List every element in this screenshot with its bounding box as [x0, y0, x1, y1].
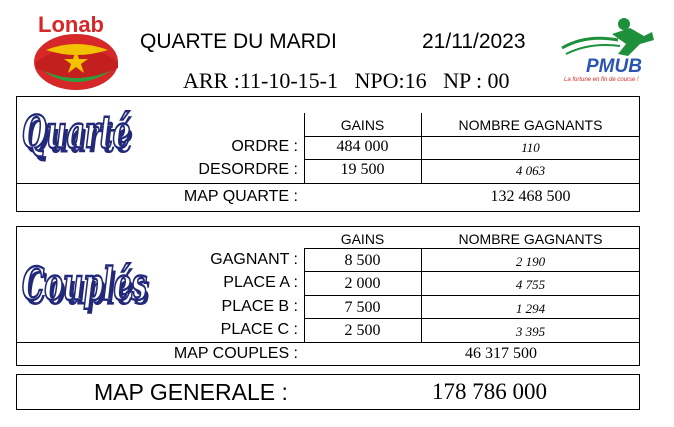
- couples-row-gains: 2 000: [344, 275, 381, 292]
- couples-row-label: PLACE B :: [221, 298, 298, 315]
- quarte-row-label: DESORDRE :: [198, 161, 298, 178]
- quarte-col-winners: NOMBRE GAGNANTS: [458, 117, 603, 133]
- couples-col-gains: GAINS: [340, 231, 385, 247]
- couples-row-winners: 1 294: [515, 301, 546, 316]
- couples-row-gains: 2 500: [344, 322, 381, 339]
- quarte-row-gains: 484 000: [336, 138, 389, 155]
- couples-row-label: PLACE A :: [223, 274, 298, 291]
- map-quarte-label: MAP QUARTE :: [183, 188, 298, 205]
- quarte-row-winners: 110: [521, 140, 540, 155]
- map-couples-label: MAP COUPLES :: [173, 345, 298, 362]
- couples-row-winners: 4 755: [515, 277, 546, 292]
- page-title: QUARTE DU MARDI: [140, 30, 337, 53]
- arrival-combination: ARR :11-10-15-1: [183, 68, 339, 93]
- couples-col-winners: NOMBRE GAGNANTS: [458, 231, 603, 247]
- lonab-logo-text: Lonab: [38, 12, 104, 37]
- map-generale-value: 178 786 000: [432, 379, 547, 404]
- pmub-tagline: La fortune en fin de course !: [564, 77, 639, 83]
- couples-row-winners: 3 395: [515, 324, 546, 339]
- couples-row-winners: 2 190: [515, 254, 546, 269]
- couples-row-label: PLACE C :: [220, 321, 298, 338]
- couples-row-gains: 8 500: [344, 252, 381, 269]
- arrival-line: [183, 68, 510, 94]
- np-value: NP : 00: [443, 68, 510, 93]
- quarte-col-gains: GAINS: [340, 117, 385, 133]
- pmub-logo: [556, 14, 660, 86]
- couples-section-title: Couplés: [22, 258, 148, 311]
- npo-value: NPO:16: [354, 68, 427, 93]
- quarte-section-title: Quarté: [22, 106, 131, 159]
- quarte-row-winners: 4 063: [515, 163, 546, 178]
- map-couples-value: 46 317 500: [465, 345, 537, 362]
- pmub-logo-text: PMUB: [586, 56, 642, 77]
- map-quarte-value: 132 468 500: [490, 188, 571, 205]
- map-generale-label: MAP GENERALE :: [94, 379, 288, 405]
- couples-row-gains: 7 500: [344, 299, 381, 316]
- couples-row-label: GAGNANT :: [210, 251, 298, 268]
- draw-date: 21/11/2023: [422, 30, 526, 53]
- quarte-row-gains: 19 500: [340, 161, 385, 178]
- lonab-logo: [32, 12, 127, 92]
- quarte-row-label: ORDRE :: [231, 138, 298, 155]
